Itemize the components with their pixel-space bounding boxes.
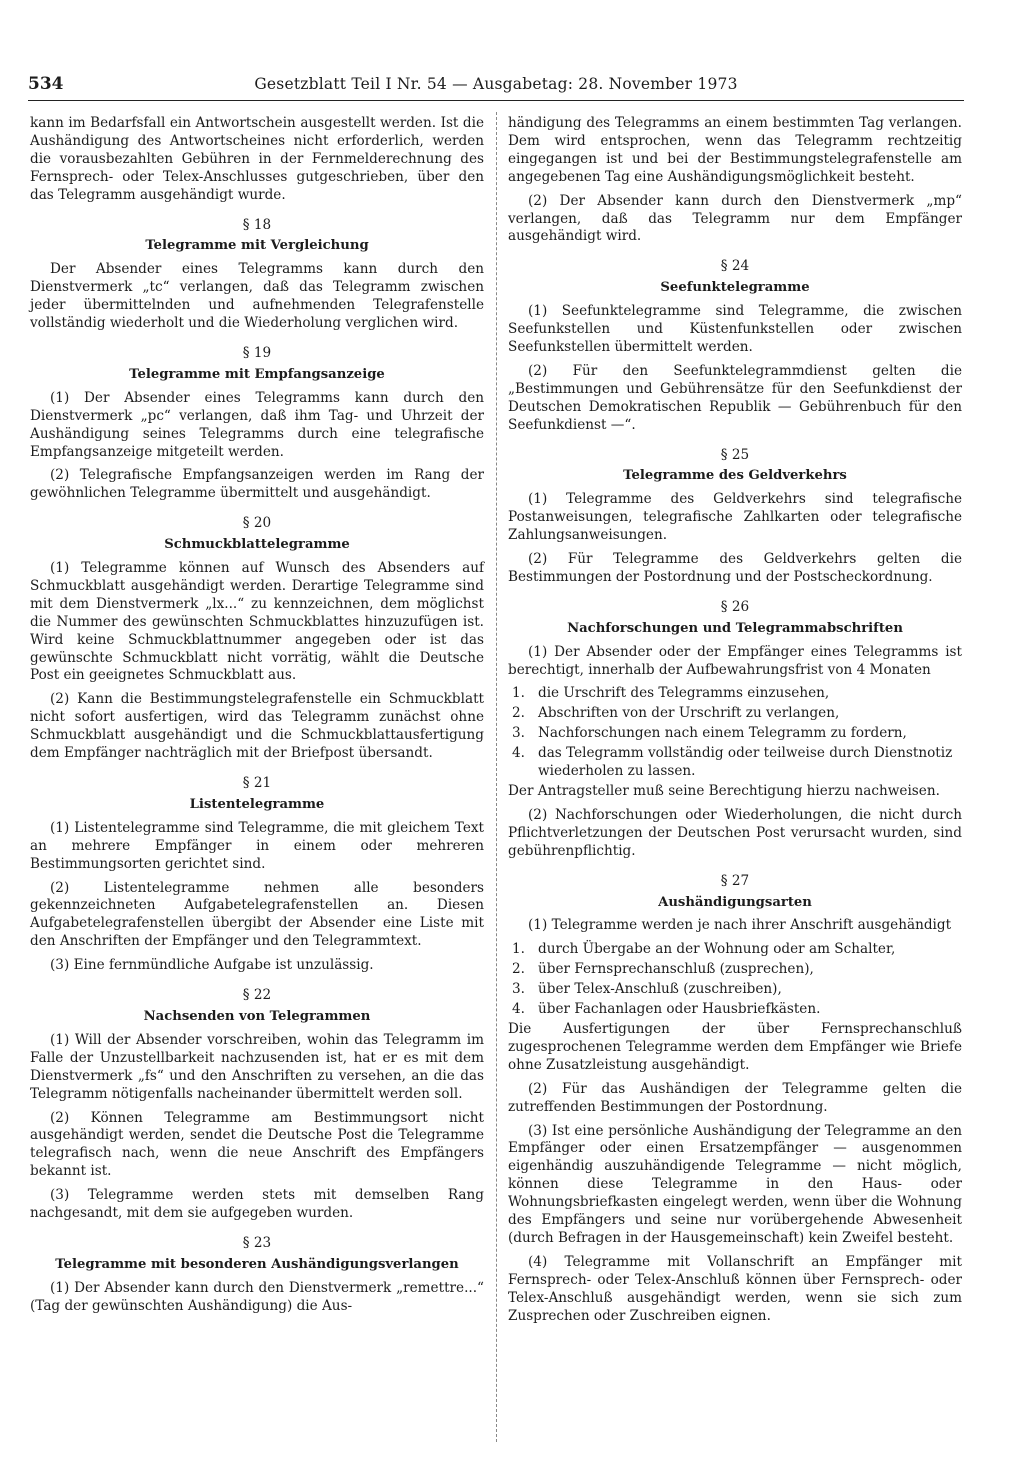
- list-item: 3. Nachforschungen nach einem Telegramm zu fordern,: [512, 725, 907, 742]
- page-header: [28, 74, 964, 100]
- list-item: 4. das Telegramm vollständig oder teilweise durch Dienstnotiz wiederholen zu lassen.: [512, 745, 953, 780]
- section-number: § 20: [242, 515, 272, 532]
- section-title: Aushändigungsarten: [658, 894, 812, 910]
- paragraph: (3) Telegramme werden stets mit demselben Rang nachgesandt, mit dem sie aufgegeben wurden.: [30, 1187, 484, 1222]
- section-number: § 23: [242, 1234, 272, 1251]
- paragraph: (2) Nachforschungen oder Wiederholungen, die nicht durch Pflichtverletzungen der Deutschen Post verursacht wurden, sind gebührenpflichtig.: [508, 806, 962, 859]
- paragraph: (1) Telegramme des Geldverkehrs sind telegrafische Postanweisungen, telegrafische Zahlkarten oder telegrafische Zahlungsanweisungen.: [508, 491, 962, 544]
- numbered-list: [508, 941, 962, 1019]
- section-number: § 21: [242, 775, 272, 791]
- section-title: Telegramme mit besonderen Aushändigungsverlangen: [55, 1256, 459, 1272]
- section-number: § 22: [242, 987, 272, 1004]
- paragraph: (3) Eine fernmündliche Aufgabe ist unzulässig.: [50, 957, 374, 974]
- paragraph: (1) Der Absender kann durch den Dienstvermerk „remettre...“ (Tag der gewünschten Aushändigung) die Aus-: [30, 1279, 484, 1314]
- list-item: 2. Abschriften von der Urschrift zu verlangen,: [512, 705, 840, 722]
- column-divider: [496, 112, 497, 1442]
- paragraph: (1) Der Absender oder der Empfänger eines Telegramms ist berechtigt, innerhalb der Aufbewahrungsfrist von 4 Monaten: [508, 643, 962, 678]
- section-title: Telegramme des Geldverkehrs: [623, 468, 847, 484]
- section-title: Telegramme mit Vergleichung: [145, 238, 369, 254]
- section-title: Seefunktelegramme: [660, 280, 810, 296]
- paragraph: (1) Will der Absender vorschreiben, wohin das Telegramm im Falle der Unzustellbarkeit nachzusenden ist, hat er es mit dem Dienstvermerk „fs“ und den Anschriften zu versehen, an die das Telegramm nötigenfalls nacheinander übermittelt werden soll.: [30, 1031, 484, 1102]
- section-title: Nachforschungen und Telegrammabschriften: [567, 620, 903, 636]
- running-head: Gesetzblatt Teil I Nr. 54 — Ausgabetag: 28. November 1973: [254, 75, 738, 93]
- section-title: Schmuckblattelegramme: [164, 537, 350, 553]
- section-number: § 27: [720, 872, 750, 889]
- paragraph: (1) Seefunktelegramme sind Telegramme, die zwischen Seefunkstellen und Küstenfunkstellen oder zwischen Seefunkstellen übermittelt werden.: [508, 303, 962, 355]
- numbered-list: [508, 685, 962, 781]
- right-column: [508, 115, 962, 1331]
- paragraph: (2) Können Telegramme am Bestimmungsort nicht ausgehändigt werden, sendet die Deutsche Post die Telegramme telegrafisch nach, wenn die neue Anschrift des Empfängers bekannt ist.: [30, 1109, 484, 1180]
- page-number: 534: [28, 74, 64, 94]
- paragraph: (2) Kann die Bestimmungstelegrafenstelle ein Schmuckblatt nicht sofort ausfertigen, wird das Telegramm zunächst ohne Schmuckblatt ausgehändigt und die Schmuckblattausfertigung dem Empfänger nachträglich mit der Briefpost übersandt.: [30, 691, 484, 762]
- paragraph: Der Antragsteller muß seine Berechtigung hierzu nachweisen.: [508, 783, 940, 799]
- section-number: § 25: [720, 446, 750, 463]
- paragraph: Der Absender eines Telegramms kann durch den Dienstvermerk „tc“ verlangen, daß das Telegramm zwischen jeder übermittelnden und aufnehmenden Telegrafenstelle vollständig wiederholt und die Wiederholung verglichen wird.: [30, 261, 484, 332]
- paragraph: (2) Für das Aushändigen der Telegramme gelten die zutreffenden Bestimmungen der Postordnung.: [508, 1080, 962, 1115]
- section-number: § 26: [720, 598, 750, 615]
- list-item: 3. über Telex-Anschluß (zuschreiben),: [512, 981, 782, 998]
- paragraph: (2) Telegrafische Empfangsanzeigen werden im Rang der gewöhnlichen Telegramme übermittelt und ausgehändigt.: [30, 467, 484, 502]
- list-item: 4. über Fachanlagen oder Hausbriefkästen.: [512, 1001, 821, 1018]
- header-rule: [28, 100, 964, 101]
- paragraph: (2) Listentelegramme nehmen alle besonders gekennzeichneten Aufgabetelegrafenstellen an. Diesen Aufgabetelegrafenstellen übergibt der Absender eine Liste mit den Anschriften der Empfänger und den Telegrammtext.: [30, 879, 484, 950]
- section-title: Nachsenden von Telegrammen: [143, 1008, 371, 1024]
- paragraph: Die Ausfertigungen der über Fernsprechanschluß zugesprochenen Telegramme werden dem Empfänger wie Briefe ohne Zusatzleistung ausgehändigt.: [508, 1020, 962, 1073]
- list-item: 1. die Urschrift des Telegramms einzusehen,: [512, 685, 830, 702]
- paragraph: (1) Der Absender eines Telegramms kann durch den Dienstvermerk „pc“ verlangen, daß ihm Tag- und Uhrzeit der Aushändigung seines Telegramms durch eine telegrafische Empfangsanzeige mitgeteilt werden.: [30, 389, 484, 460]
- paragraph: (1) Telegramme werden je nach ihrer Anschrift ausgehändigt: [528, 917, 952, 934]
- section-title: Listentelegramme: [189, 796, 325, 812]
- section-title: Telegramme mit Empfangsanzeige: [129, 366, 385, 382]
- section-number: § 19: [242, 344, 272, 361]
- left-column: [30, 115, 484, 1322]
- list-item: 2. über Fernsprechanschluß (zusprechen),: [512, 961, 814, 978]
- paragraph: händigung des Telegramms an einem bestimmten Tag verlangen. Dem wird entsprochen, wenn das Telegramm rechtzeitig eingegangen ist und bei der Bestimmungstelegrafenstelle am angegebenen Tag eine Aushändigungsmöglichkeit besteht.: [508, 115, 962, 185]
- paragraph: (2) Der Absender kann durch den Dienstvermerk „mp“ verlangen, daß das Telegramm nur dem Empfänger ausgehändigt wird.: [508, 192, 962, 245]
- paragraph: (4) Telegramme mit Vollanschrift an Empfänger mit Fernsprech- oder Telex-Anschluß können über Fernsprech- oder Telex-Anschluß ausgehändigt werden, wenn sie sich zum Zusprechen oder Zuschreiben eignen.: [508, 1253, 962, 1324]
- list-item: 1. durch Übergabe an der Wohnung oder am Schalter,: [512, 941, 896, 958]
- paragraph: (2) Für Telegramme des Geldverkehrs gelten die Bestimmungen der Postordnung und der Postscheckordnung.: [508, 551, 962, 585]
- paragraph: (2) Für den Seefunktelegrammdienst gelten die „Bestimmungen und Gebührensätze für den Seefunkdienst der Deutschen Demokratischen Republik — Gebührenbuch für den Seefunkdienst —“.: [508, 362, 962, 433]
- section-number: § 24: [720, 258, 750, 275]
- paragraph: kann im Bedarfsfall ein Antwortschein ausgestellt werden. Ist die Aushändigung des Antwortscheines nicht erforderlich, werden die vorausbezahlten Gebühren in der Fernmelderechnung des Fernsprech- oder Telex-Anschlusses gutgeschrieben, über den das Telegramm ausgehändigt wurde.: [30, 115, 484, 203]
- paragraph: (1) Telegramme können auf Wunsch des Absenders auf Schmuckblatt ausgehändigt werden. Derartige Telegramme sind mit dem Dienstvermerk „lx...“ zu kennzeichnen, dem möglichst die Nummer des gewünschten Schmuckblattes hinzuzufügen ist. Wird keine Schmuckblattnummer angegeben oder ist das gewünschte Schmuckblatt nicht vorrätig, wählt die Deutsche Post ein geeignetes Schmuckblatt aus.: [30, 560, 484, 684]
- section-number: § 18: [242, 216, 272, 233]
- paragraph: (3) Ist eine persönliche Aushändigung der Telegramme an den Empfänger oder einen Ersatzempfänger — ausgenommen eigenhändig auszuhändigende Telegramme — nicht möglich, können diese Telegramme in den Haus- oder Wohnungsbriefkasten eingelegt werden, wenn über die Wohnung des Empfängers und seine nur vorübergehende Abwesenheit (durch Befragen in der Hausgemeinschaft) kein Zweifel besteht.: [508, 1122, 962, 1246]
- paragraph: (1) Listentelegramme sind Telegramme, die mit gleichem Text an mehrere Empfänger in einem oder mehreren Bestimmungsorten gerichtet sind.: [30, 819, 484, 872]
